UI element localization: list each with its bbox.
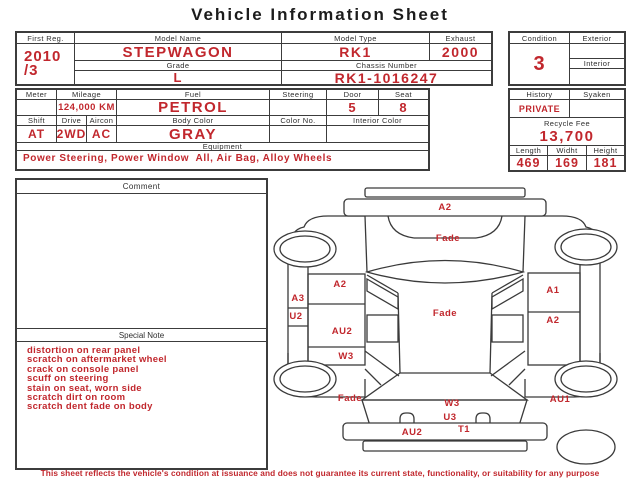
damage-label-rear-bumper-left: AU2 [401,427,423,438]
first-reg-year: 2010 [24,48,62,65]
interior-color-label: Interior Color [327,116,428,126]
rear-window [362,373,527,400]
model-type-value: RK1 [282,44,430,61]
first-reg-label: First Reg. [17,33,75,44]
special-note-line: distortion on rear panel [27,345,141,356]
disclaimer-text: This sheet reflects the vehicle's condition at issuance and does not guarantee its current state, functionality, or suitability for any purpose [40,468,600,478]
rear-bumper [343,423,547,440]
door-value: 5 [327,100,379,116]
special-note-line: scuff on steering [27,373,109,385]
fuel-value: PETROL [117,100,270,116]
left-headlight [388,216,414,238]
seat-label: Seat [379,90,428,100]
interior-value [570,69,624,84]
aircon-value: AC [87,126,117,143]
right-a-pillar [523,216,525,272]
left-a-pillar [365,216,367,272]
history-box [508,88,626,172]
condition-box [508,31,626,86]
special-note-line: scratch on aftermarket wheel [27,354,167,366]
damage-label-left-rocker: U2 [289,311,303,322]
first-reg-value [17,44,75,84]
length-value: 469 [510,156,548,170]
left-sliding-window [367,315,398,342]
damage-label-front-bumper: A2 [438,202,452,213]
height-label: Height [587,146,624,156]
fuel-label: Fuel [117,90,270,100]
damage-label-left-side: A3 [291,293,305,304]
color-no-value [270,126,327,143]
left-d-pillar-inner [365,369,381,385]
right-sliding-window [492,315,523,342]
aircon-label: Aircon [87,116,117,126]
interior-color-value [327,126,428,143]
meter-value [17,100,57,116]
color-no-label: Color No. [270,116,327,126]
page-title: Vehicle Information Sheet [191,5,449,24]
mileage-value: 124,000 KM [57,100,117,116]
recycle-fee-label: Recycle Fee [543,118,591,128]
damage-label-roof: Fade [432,308,458,319]
drive-label: Drive [57,116,87,126]
special-note-line: crack on console panel [27,363,139,375]
steering-value [270,100,327,116]
shift-label: Shift [17,116,57,126]
rear-lower-bar [363,441,527,451]
damage-label-right-rear-fender: AU1 [549,394,571,405]
history-label: History [510,90,570,100]
model-name-label: Model Name [75,33,282,44]
recycle-fee-value: 13,700 [510,128,624,146]
special-note-line: stain on seat, worn side [27,382,142,394]
exterior-value [570,44,624,59]
damage-label-left-quarter: W3 [338,351,354,362]
drive-value: 2WD [57,127,87,141]
interior-label: Interior [570,59,624,69]
equipment-value: Power Steering, Power Window All, Air Bag, Alloy Wheels [23,153,333,164]
model-type-label: Model Type [282,33,430,44]
windshield [367,261,523,284]
vehicle-id-table [15,31,493,86]
first-reg-month: /3 [24,62,39,79]
damage-label-right-front-door: A1 [546,285,560,296]
width-value: 169 [548,156,587,170]
comment-header: Comment [17,180,266,194]
right-headlight [476,216,502,238]
equipment-label: Equipment [17,143,428,151]
spec-table [15,88,430,171]
mileage-label: Mileage [57,90,117,100]
grade-label: Grade [75,61,282,71]
steering-label: Steering [270,90,327,100]
damage-label-left-rear-door: AU2 [331,326,353,337]
meter-label: Meter [17,90,57,100]
condition-value: 3 [510,44,570,84]
damage-label-left-front-door: A2 [333,279,347,290]
comment-body [17,194,266,328]
history-value: PRIVATE [510,100,570,118]
exterior-label: Exterior [570,33,624,44]
length-label: Length [510,146,548,156]
seat-value: 8 [379,100,428,116]
exhaust-label: Exhaust [430,33,491,44]
door-label: Door [327,90,379,100]
damage-label-tailgate: U3 [443,412,457,423]
damage-label-hood: Fade [435,233,461,244]
chassis-number-label: Chassis Number [282,61,491,71]
damage-label-left-rear-fender: Fade [337,393,363,404]
damage-label-right-rear-door: A2 [546,315,560,326]
condition-label: Condition [510,33,570,44]
right-d-pillar [491,351,525,376]
body-color-value: GRAY [117,126,270,143]
body-color-label: Body Color [117,116,270,126]
front-grille-bar [365,188,525,197]
left-d-pillar [365,351,399,376]
special-note-line: scratch dirt on room [27,392,126,404]
shift-value: AT [17,126,57,143]
syaken-label: Syaken [570,90,624,100]
grade-value: L [75,71,282,84]
spare-tire [557,430,615,464]
right-d-pillar-inner [509,369,525,385]
width-label: Widht [548,146,587,156]
chassis-number-value: RK1-1016247 [334,71,439,84]
damage-label-rear-window: W3 [444,398,460,409]
special-note-body [17,342,266,412]
comment-note-panel [15,178,268,470]
height-value: 181 [593,156,618,170]
damage-label-rear-bumper-right: T1 [457,424,471,435]
car-damage-diagram [268,183,628,470]
syaken-value [570,100,624,118]
special-note-line: scratch dent fade on body [27,401,153,413]
exhaust-value: 2000 [430,44,491,61]
model-name-value: STEPWAGON [75,44,282,61]
special-note-header: Special Note [17,328,266,342]
